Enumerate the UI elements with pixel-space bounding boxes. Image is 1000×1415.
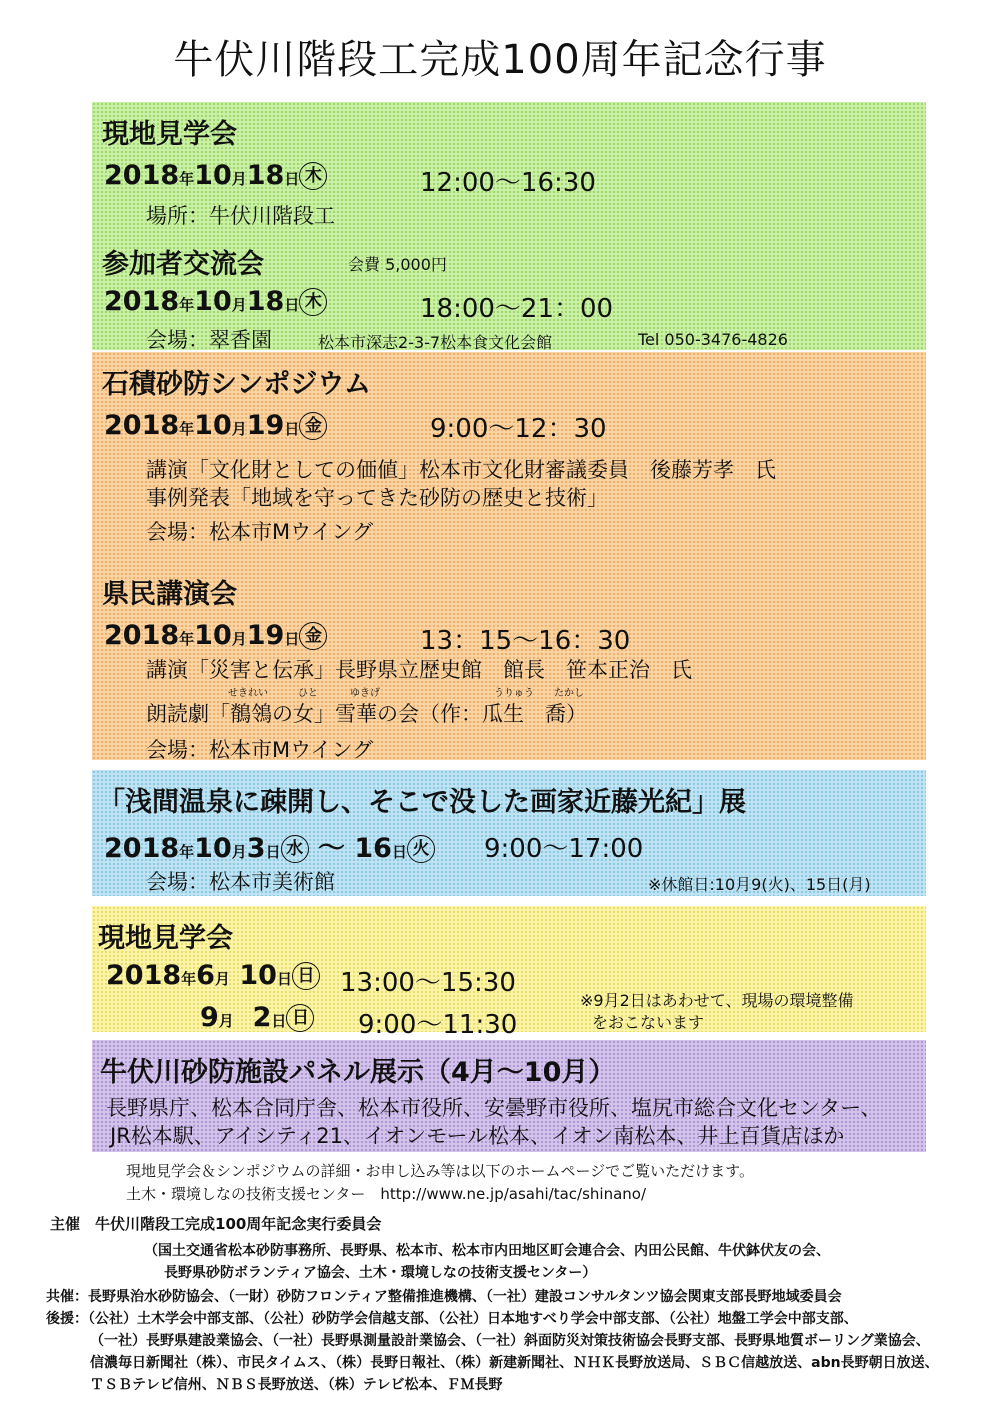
venue-symposium: 会場：松本市Mウイング bbox=[146, 520, 374, 544]
weekday-badge: 水 bbox=[281, 835, 309, 863]
host-members-line2: 長野県砂防ボランティア協会、土木・環境しなの技術支援センター） bbox=[164, 1265, 597, 1281]
heading-reception: 参加者交流会 bbox=[102, 249, 264, 280]
drama-public-lecture: 朗読劇「鶺鴒の女」雪華の会（作：瓜生 喬） bbox=[146, 702, 587, 726]
fee-reception: 会費 5,000円 bbox=[348, 255, 447, 274]
heading-exhibition: 「浅間温泉に疎開し、そこで没した画家近藤光紀」展 bbox=[98, 787, 746, 818]
heading-public-lecture: 県民講演会 bbox=[102, 579, 237, 610]
ruby-yukige: ゆきげ bbox=[350, 688, 380, 699]
weekday-badge: 金 bbox=[299, 412, 327, 440]
date-exhibition: 2018年10月3日 水 〜 16日 火 bbox=[104, 826, 435, 865]
info-line1: 現地見学会＆シンポジウムの詳細・お申し込み等は以下のホームページでご覧いただけます。 bbox=[126, 1162, 754, 1180]
time-field-tour-jun: 13:00〜15:30 bbox=[340, 968, 516, 998]
ruby-hito: ひと bbox=[298, 688, 318, 699]
ruby-uryu: うりゅう bbox=[494, 688, 534, 699]
heading-symposium: 石積砂防シンポジウム bbox=[102, 369, 372, 400]
ruby-takashi: たかし bbox=[554, 688, 584, 699]
info-line2: 土木・環境しなの技術支援センター http://www.ne.jp/asahi/tac/shinano/ bbox=[126, 1185, 647, 1203]
venue-exhibition: 会場：松本市美術館 bbox=[146, 870, 335, 894]
date-field-tour: 2018年10月18日 木 bbox=[104, 160, 327, 191]
weekday-badge: 木 bbox=[299, 288, 327, 316]
note-field-tour-line1: ※9月2日はあわせて、現場の環境整備 bbox=[580, 991, 854, 1010]
date-field-tour-jun: 2018年6月 10日 日 bbox=[106, 960, 320, 991]
support-line2: （一社）長野県建設業協会、（一社）長野県測量設計業協会、（一社）斜面防災対策技術協会長野支部、長野県地質ボーリング業協会、 bbox=[90, 1333, 930, 1349]
place-field-tour: 場所：牛伏川階段工 bbox=[146, 204, 335, 228]
time-public-lecture: 13：15〜16：30 bbox=[420, 626, 631, 656]
tel-reception: Tel 050-3476-4826 bbox=[638, 330, 788, 349]
weekday-badge: 木 bbox=[299, 162, 327, 190]
weekday-badge: 日 bbox=[286, 1004, 314, 1032]
support-line1: 後援：（公社）土木学会中部支部、（公社）砂防学会信越支部、（公社）日本地すべり学会中部支部、（公社）地盤工学会中部支部、 bbox=[46, 1311, 858, 1327]
support-line4: ＴＳＢテレビ信州、ＮＢＳ長野放送、（株）テレビ松本、ＦＭ長野 bbox=[90, 1377, 503, 1393]
weekday-badge: 金 bbox=[299, 622, 327, 650]
time-exhibition: 9:00〜17:00 bbox=[484, 834, 644, 864]
time-field-tour-sep: 9:00〜11:30 bbox=[358, 1010, 518, 1040]
date-public-lecture: 2018年10月19日 金 bbox=[104, 620, 327, 651]
heading-field-tour: 現地見学会 bbox=[102, 119, 237, 150]
ruby-sekirei: せきれい bbox=[228, 688, 268, 699]
locations-line2: JR松本駅、アイシティ21、イオンモール松本、イオン南松本、井上百貨店ほか bbox=[110, 1124, 845, 1148]
page-title: 牛伏川階段工完成100周年記念行事 bbox=[173, 37, 827, 83]
support-line3: 信濃毎日新聞社（株）、市民タイムス、（株）長野日報社、（株）新建新聞社、ＮＨＫ長野放送局、ＳＢＣ信越放送、abn長野朝日放送、 bbox=[90, 1355, 939, 1371]
date-field-tour-sep: 9月 2日 日 bbox=[200, 1002, 314, 1033]
closed-days-note: ※休館日:10月9(火)、15日(月) bbox=[648, 875, 871, 894]
date-reception: 2018年10月18日 木 bbox=[104, 286, 327, 317]
time-field-tour: 12:00〜16:30 bbox=[420, 168, 596, 198]
case-study-symposium: 事例発表「地域を守ってきた砂防の歴史と技術」 bbox=[146, 486, 608, 510]
address-reception: 松本市深志2-3-7松本食文化会館 bbox=[318, 333, 553, 352]
host-members-line1: （国土交通省松本砂防事務所、長野県、松本市、松本市内田地区町会連合会、内田公民館、牛伏鉢伏友の会、 bbox=[144, 1243, 830, 1259]
weekday-badge: 日 bbox=[292, 962, 320, 990]
lecture-public-lecture: 講演「災害と伝承」長野県立歴史館 館長 笹本正治 氏 bbox=[146, 658, 692, 682]
heading-panel-display: 牛伏川砂防施設パネル展示（4月〜10月） bbox=[100, 1057, 616, 1088]
date-symposium: 2018年10月19日 金 bbox=[104, 410, 327, 441]
venue-reception: 会場：翠香園 bbox=[146, 328, 272, 352]
weekday-badge: 火 bbox=[407, 835, 435, 863]
time-reception: 18:00〜21：00 bbox=[420, 294, 614, 324]
venue-public-lecture: 会場：松本市Mウイング bbox=[146, 738, 374, 762]
lecture-symposium: 講演「文化財としての価値」松本市文化財審議委員 後藤芳孝 氏 bbox=[146, 458, 776, 482]
host: 主催 牛伏川階段工完成100周年記念実行委員会 bbox=[50, 1215, 382, 1233]
locations-line1: 長野県庁、松本合同庁舎、松本市役所、安曇野市役所、塩尻市総合文化センター、 bbox=[106, 1096, 882, 1120]
heading-field-tour-jun: 現地見学会 bbox=[98, 923, 233, 954]
note-field-tour-line2: をおこないます bbox=[592, 1013, 705, 1032]
cohost: 共催：長野県治水砂防協会、（一財）砂防フロンティア整備推進機構、（一社）建設コンサルタンツ協会関東支部長野地域委員会 bbox=[46, 1289, 842, 1305]
time-symposium: 9:00〜12：30 bbox=[430, 414, 607, 444]
